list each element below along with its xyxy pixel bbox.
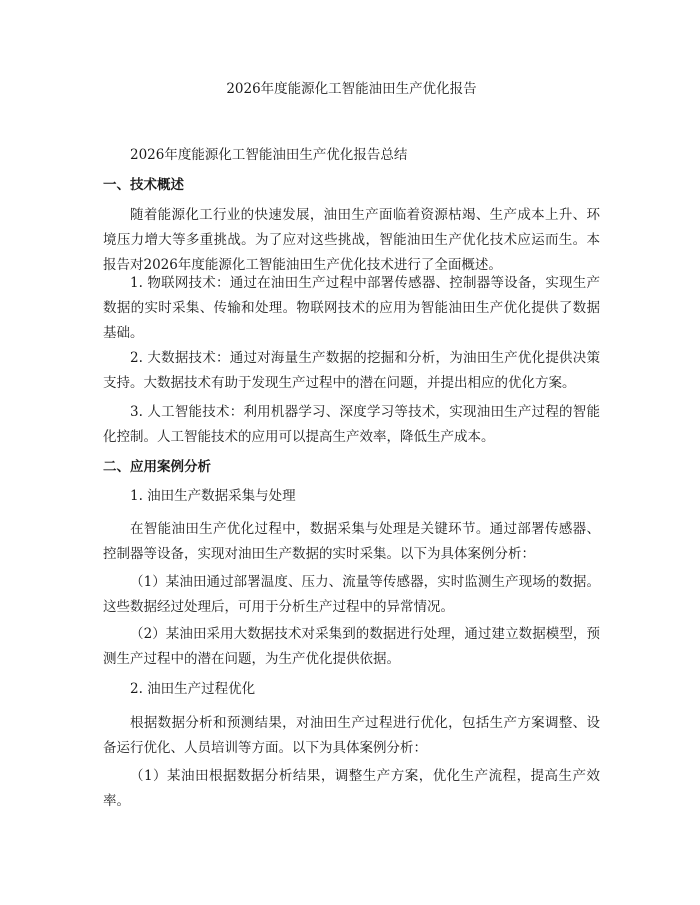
section-heading-case-analysis: 二、应用案例分析 bbox=[103, 459, 211, 475]
subheading: 1. 油田生产数据采集与处理 bbox=[130, 488, 296, 504]
paragraph: 1. 物联网技术：通过在油田生产过程中部署传感器、控制器等设备，实现生产数据的实时采集、传输和处理。物联网技术的应用为智能油田生产优化提供了数据基础。 bbox=[103, 275, 600, 341]
paragraph: 根据数据分析和预测结果，对油田生产过程进行优化，包括生产方案调整、设备运行优化、人员培训等方面。以下为具体案例分析： bbox=[103, 715, 600, 756]
paragraph: （2）某油田采用大数据技术对采集到的数据进行处理，通过建立数据模型，预测生产过程中的潜在问题，为生产优化提供依据。 bbox=[103, 626, 600, 667]
subheading: 2. 油田生产过程优化 bbox=[130, 681, 256, 697]
paragraph: 在智能油田生产优化过程中，数据采集与处理是关键环节。通过部署传感器、控制器等设备，实现对油田生产数据的实时采集。以下为具体案例分析： bbox=[103, 521, 600, 562]
paragraph: 3. 人工智能技术：利用机器学习、深度学习等技术，实现油田生产过程的智能化控制。人工智能技术的应用可以提高生产效率，降低生产成本。 bbox=[103, 404, 600, 445]
document-title: 2026年度能源化工智能油田生产优化报告 bbox=[226, 81, 477, 97]
summary-title: 2026年度能源化工智能油田生产优化报告总结 bbox=[130, 147, 408, 163]
paragraph: 随着能源化工行业的快速发展，油田生产面临着资源枯竭、生产成本上升、环境压力增大等多重挑战。为了应对这些挑战，智能油田生产优化技术应运而生。本报告对2026年度能源化工智能油田生产优化技术进行了全面概述。 bbox=[103, 207, 600, 273]
paragraph: （1）某油田根据数据分析结果，调整生产方案，优化生产流程，提高生产效率。 bbox=[103, 768, 600, 809]
paragraph: （1）某油田通过部署温度、压力、流量等传感器，实时监测生产现场的数据。这些数据经过处理后，可用于分析生产过程中的异常情况。 bbox=[103, 574, 600, 615]
paragraph: 2. 大数据技术：通过对海量生产数据的挖掘和分析，为油田生产优化提供决策支持。大数据技术有助于发现生产过程中的潜在问题，并提出相应的优化方案。 bbox=[103, 350, 600, 391]
section-heading-tech-overview: 一、技术概述 bbox=[103, 177, 184, 193]
